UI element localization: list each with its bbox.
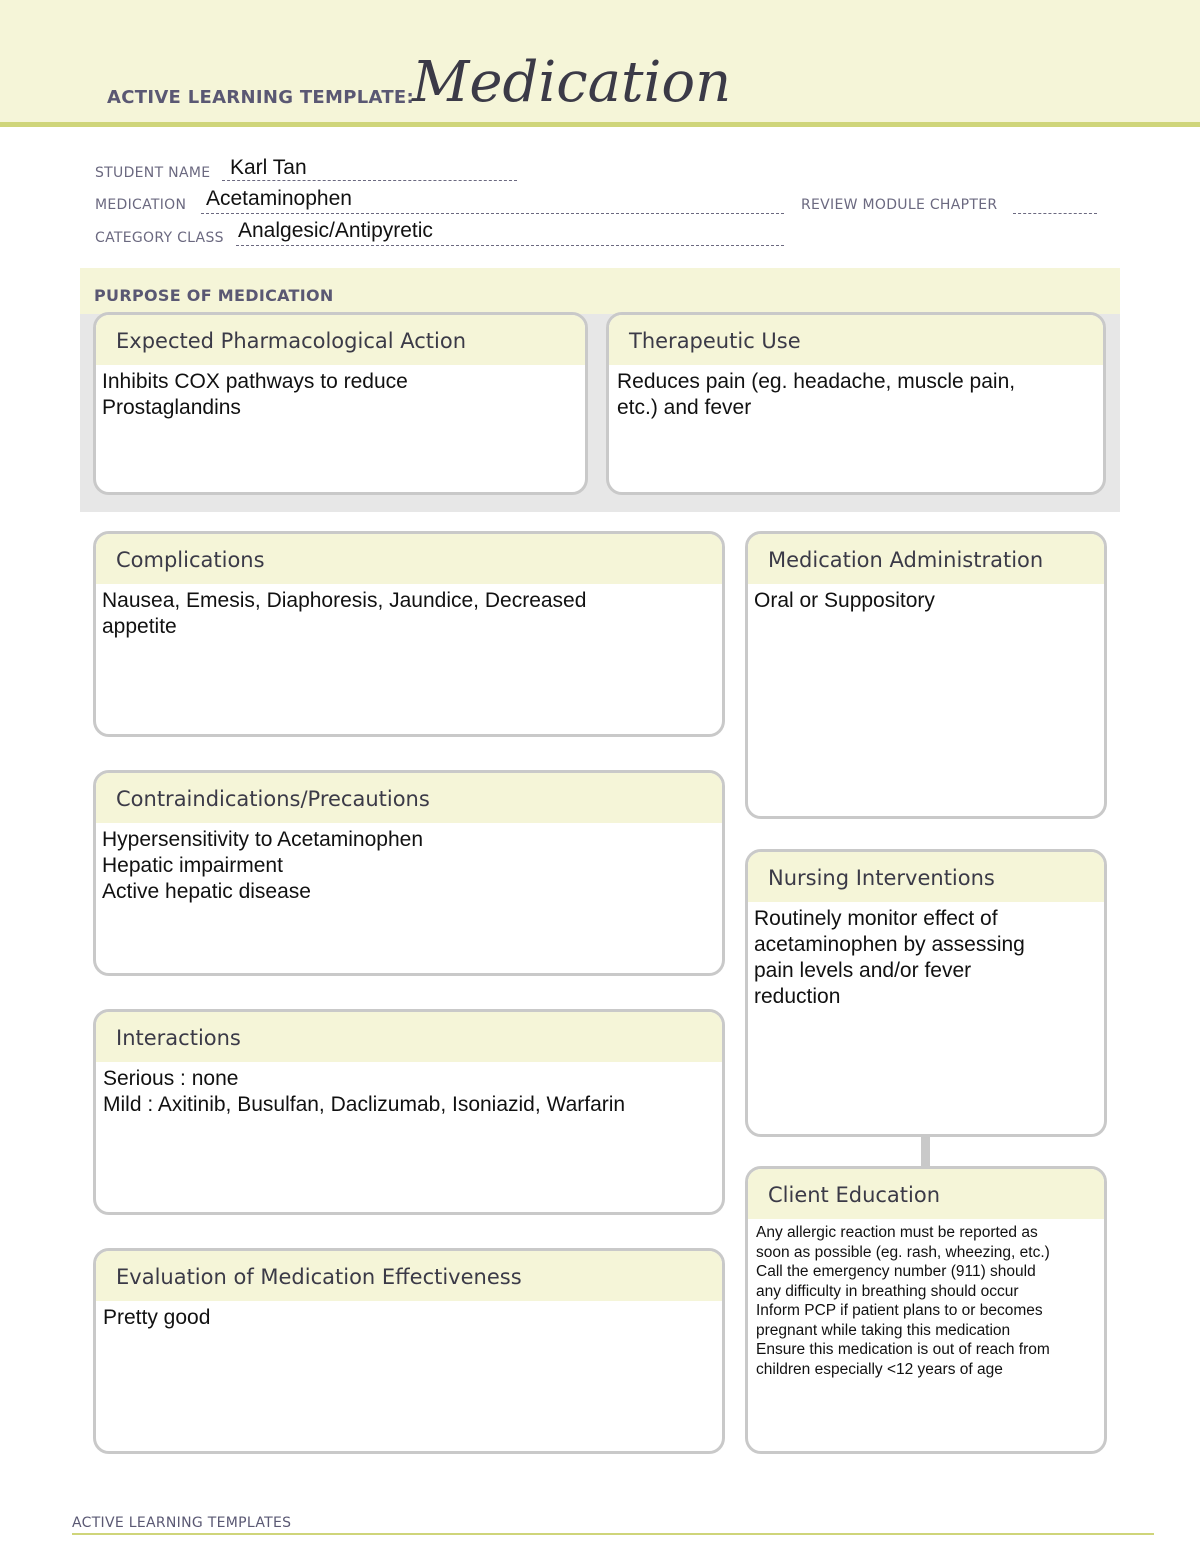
complications-card	[93, 531, 725, 737]
client-education-title: Client Education	[748, 1169, 1104, 1219]
review-module-label: REVIEW MODULE CHAPTER	[801, 197, 998, 213]
text-line: Oral or Suppository	[754, 589, 935, 612]
nursing-interventions-text[interactable]	[748, 902, 1104, 1010]
interactions-text[interactable]	[96, 1062, 722, 1118]
text-line: etc.) and fever	[617, 396, 752, 419]
text-line: children especially <12 years of age	[756, 1360, 1003, 1378]
text-line: Prostaglandins	[102, 396, 241, 419]
category-class-label: CATEGORY CLASS	[95, 230, 224, 246]
text-line: any difficulty in breathing should occur	[756, 1282, 1019, 1300]
text-line: Call the emergency number (911) should	[756, 1263, 1036, 1280]
evaluation-card	[93, 1248, 725, 1454]
page-title: Medication	[412, 50, 732, 115]
student-name-line	[222, 180, 517, 181]
medication-line	[201, 213, 784, 214]
text-line: Mild : Axitinib, Busulfan, Daclizumab, Isoniazid, Warfarin	[103, 1093, 626, 1116]
therapeutic-use-title: Therapeutic Use	[609, 315, 1103, 365]
purpose-label: PURPOSE OF MEDICATION	[94, 286, 334, 305]
text-line: soon as possible (eg. rash, wheezing, etc.)	[756, 1243, 1050, 1261]
medication-label: MEDICATION	[95, 197, 187, 213]
text-line: pregnant while taking this medication	[756, 1321, 1011, 1339]
header-divider	[0, 122, 1200, 127]
footer-label: ACTIVE LEARNING TEMPLATES	[72, 1515, 292, 1531]
text-line: Routinely monitor effect of	[754, 907, 998, 930]
evaluation-text[interactable]	[96, 1301, 722, 1331]
nursing-interventions-card	[745, 849, 1107, 1137]
text-line: Active hepatic disease	[102, 880, 311, 903]
therapeutic-use-text[interactable]	[609, 365, 1103, 421]
expected-action-title: Expected Pharmacological Action	[96, 315, 585, 365]
therapeutic-use-card	[606, 312, 1106, 495]
text-line: Hepatic impairment	[102, 854, 283, 877]
medication-administration-title: Medication Administration	[748, 534, 1104, 584]
complications-text[interactable]	[96, 584, 722, 640]
interactions-title: Interactions	[96, 1012, 722, 1062]
category-class-field[interactable]: Analgesic/Antipyretic	[238, 219, 433, 242]
client-education-card	[745, 1166, 1107, 1454]
text-line: pain levels and/or fever	[754, 959, 972, 982]
text-line: Hypersensitivity to Acetaminophen	[102, 828, 423, 851]
text-line: appetite	[102, 615, 177, 638]
complications-title: Complications	[96, 534, 722, 584]
student-name-label: STUDENT NAME	[95, 165, 211, 181]
text-line: Any allergic reaction must be reported as	[756, 1224, 1038, 1241]
text-line: Reduces pain (eg. headache, muscle pain,	[617, 370, 1016, 393]
text-line: Ensure this medication is out of reach from	[756, 1341, 1050, 1358]
expected-action-text[interactable]	[96, 365, 585, 421]
text-line: Nausea, Emesis, Diaphoresis, Jaundice, Decreased	[102, 589, 587, 612]
text-line: Serious : none	[103, 1067, 239, 1090]
student-name-field[interactable]: Karl Tan	[230, 156, 307, 179]
text-line: reduction	[754, 985, 841, 1008]
contraindications-card	[93, 770, 725, 976]
footer-divider	[72, 1533, 1154, 1535]
expected-action-card	[93, 312, 588, 495]
section-connector	[921, 1135, 930, 1167]
medication-administration-text[interactable]	[748, 584, 1104, 614]
text-line: acetaminophen by assessing	[754, 933, 1025, 956]
evaluation-title: Evaluation of Medication Effectiveness	[96, 1251, 722, 1301]
medication-field[interactable]: Acetaminophen	[206, 187, 352, 210]
text-line: Pretty good	[103, 1306, 211, 1329]
category-class-line	[236, 245, 784, 246]
template-label: ACTIVE LEARNING TEMPLATE:	[107, 87, 414, 108]
contraindications-text[interactable]	[96, 823, 722, 905]
nursing-interventions-title: Nursing Interventions	[748, 852, 1104, 902]
review-module-field[interactable]	[1013, 213, 1097, 214]
client-education-text[interactable]	[748, 1219, 1104, 1379]
contraindications-title: Contraindications/Precautions	[96, 773, 722, 823]
interactions-card	[93, 1009, 725, 1215]
text-line: Inform PCP if patient plans to or becomes	[756, 1302, 1043, 1319]
medication-administration-card	[745, 531, 1107, 819]
text-line: Inhibits COX pathways to reduce	[102, 370, 408, 393]
